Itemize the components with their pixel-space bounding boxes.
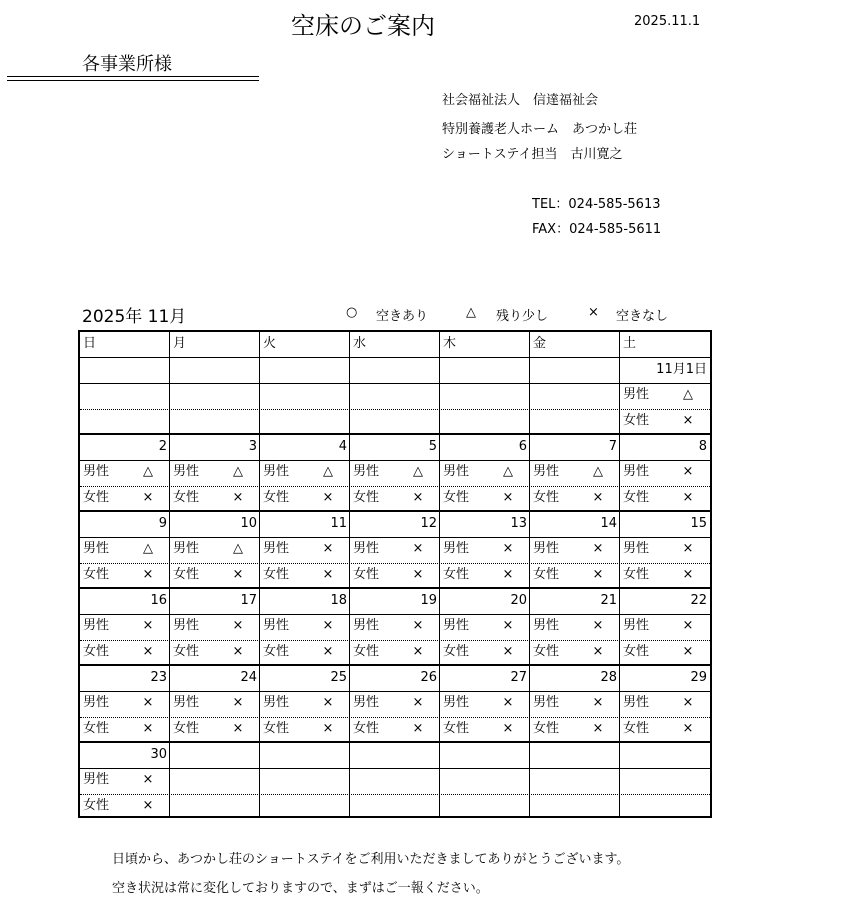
weekday-header: 日 (83, 336, 97, 351)
female-availability: × (592, 567, 604, 582)
day-number: 26 (420, 670, 437, 685)
day-number: 19 (420, 593, 437, 608)
legend-few-left-symbol: △ (466, 305, 476, 320)
day-number: 29 (690, 670, 707, 685)
female-label: 女性 (443, 644, 470, 659)
male-availability: × (412, 541, 424, 556)
female-label: 女性 (623, 413, 650, 428)
addressee-underline (7, 76, 259, 77)
male-label: 男性 (443, 464, 470, 479)
issue-date: 2025.11.1 (634, 14, 701, 29)
day-number: 27 (510, 670, 527, 685)
female-availability: × (412, 490, 424, 505)
female-availability: × (502, 567, 514, 582)
male-availability: △ (233, 541, 243, 556)
female-availability: × (682, 721, 694, 736)
male-label: 男性 (173, 464, 200, 479)
male-availability: × (412, 618, 424, 633)
header-divider (80, 357, 710, 358)
male-label: 男性 (623, 695, 650, 710)
female-availability: × (142, 721, 154, 736)
day-number: 5 (428, 439, 437, 454)
male-availability: △ (143, 464, 153, 479)
female-availability: × (232, 721, 244, 736)
female-availability: × (682, 644, 694, 659)
day-number: 11月1日 (656, 362, 707, 377)
female-label: 女性 (623, 490, 650, 505)
legend-full-label: 空きなし (616, 309, 669, 324)
male-label: 男性 (623, 464, 650, 479)
female-availability: × (412, 644, 424, 659)
female-label: 女性 (263, 644, 290, 659)
male-label: 男性 (263, 541, 290, 556)
availability-calendar (78, 330, 712, 818)
male-label: 男性 (173, 695, 200, 710)
day-number: 28 (600, 670, 617, 685)
addressee-underline-double (7, 80, 259, 81)
day-number: 18 (330, 593, 347, 608)
female-availability: × (142, 644, 154, 659)
female-availability: × (322, 567, 334, 582)
male-label: 男性 (173, 541, 200, 556)
female-label: 女性 (353, 567, 380, 582)
female-label: 女性 (623, 721, 650, 736)
male-label: 男性 (83, 695, 110, 710)
day-number: 12 (420, 516, 437, 531)
male-availability: △ (593, 464, 603, 479)
female-availability: × (232, 644, 244, 659)
male-label: 男性 (353, 695, 380, 710)
male-label: 男性 (263, 695, 290, 710)
day-number: 6 (518, 439, 527, 454)
legend-full-symbol: × (588, 305, 599, 320)
female-label: 女性 (263, 721, 290, 736)
day-number: 3 (248, 439, 257, 454)
female-availability: × (682, 490, 694, 505)
male-availability: × (322, 695, 334, 710)
page-title: 空床のご案内 (291, 12, 435, 40)
female-availability: × (412, 567, 424, 582)
male-label: 男性 (533, 695, 560, 710)
female-label: 女性 (533, 567, 560, 582)
male-label: 男性 (443, 695, 470, 710)
sender-org: 社会福祉法人 信達福祉会 (442, 93, 599, 108)
male-availability: × (142, 772, 154, 787)
weekday-header: 水 (353, 336, 367, 351)
female-label: 女性 (173, 721, 200, 736)
male-availability: × (592, 695, 604, 710)
weekday-header: 月 (173, 336, 187, 351)
female-label: 女性 (353, 721, 380, 736)
female-label: 女性 (533, 721, 560, 736)
day-number: 4 (338, 439, 347, 454)
male-availability: △ (683, 387, 693, 402)
male-availability: × (502, 618, 514, 633)
day-number: 20 (510, 593, 527, 608)
male-availability: × (412, 695, 424, 710)
day-number: 17 (240, 593, 257, 608)
female-availability: × (412, 721, 424, 736)
male-label: 男性 (623, 541, 650, 556)
day-number: 30 (150, 747, 167, 762)
male-label: 男性 (263, 618, 290, 633)
male-label: 男性 (623, 618, 650, 633)
male-availability: × (682, 541, 694, 556)
weekday-header: 金 (533, 336, 547, 351)
female-availability: × (592, 490, 604, 505)
male-label: 男性 (533, 464, 560, 479)
footer-notice: 空き状況は常に変化しておりますので、まずはご一報ください。 (112, 881, 489, 896)
male-label: 男性 (353, 464, 380, 479)
male-label: 男性 (353, 618, 380, 633)
male-availability: △ (413, 464, 423, 479)
male-label: 男性 (173, 618, 200, 633)
day-number: 21 (600, 593, 617, 608)
male-label: 男性 (83, 618, 110, 633)
female-availability: × (322, 490, 334, 505)
male-availability: △ (323, 464, 333, 479)
day-number: 13 (510, 516, 527, 531)
male-availability: × (142, 618, 154, 633)
male-label: 男性 (83, 772, 110, 787)
row-divider (80, 768, 710, 769)
male-availability: × (322, 618, 334, 633)
male-availability: × (682, 464, 694, 479)
female-availability: × (322, 644, 334, 659)
female-label: 女性 (263, 490, 290, 505)
day-number: 16 (150, 593, 167, 608)
female-availability: × (232, 567, 244, 582)
female-label: 女性 (83, 567, 110, 582)
male-availability: × (682, 618, 694, 633)
day-number: 2 (158, 439, 167, 454)
day-number: 8 (698, 439, 707, 454)
female-label: 女性 (443, 490, 470, 505)
day-number: 24 (240, 670, 257, 685)
legend-available-symbol: ○ (346, 305, 358, 320)
male-label: 男性 (623, 387, 650, 402)
female-label: 女性 (83, 490, 110, 505)
female-label: 女性 (353, 490, 380, 505)
day-number: 22 (690, 593, 707, 608)
weekday-header: 火 (263, 336, 277, 351)
male-label: 男性 (263, 464, 290, 479)
day-number: 14 (600, 516, 617, 531)
female-availability: × (142, 567, 154, 582)
calendar-year-month: 2025年 11月 (82, 307, 187, 327)
weekday-header: 土 (623, 336, 637, 351)
sender-staff: ショートステイ担当 古川寛之 (442, 147, 623, 162)
female-label: 女性 (533, 490, 560, 505)
male-label: 男性 (353, 541, 380, 556)
row-divider-dotted (80, 409, 710, 410)
male-availability: △ (143, 541, 153, 556)
male-availability: × (682, 695, 694, 710)
female-availability: × (502, 721, 514, 736)
contact-tel: TEL：024-585-5613 (532, 197, 661, 212)
female-availability: × (142, 490, 154, 505)
row-divider-dotted (80, 794, 710, 795)
male-availability: × (592, 541, 604, 556)
female-label: 女性 (83, 644, 110, 659)
day-number: 23 (150, 670, 167, 685)
contact-fax: FAX：024-585-5611 (532, 222, 662, 237)
female-label: 女性 (443, 721, 470, 736)
day-number: 7 (608, 439, 617, 454)
day-number: 11 (330, 516, 347, 531)
addressee: 各事業所様 (82, 54, 172, 75)
legend-few-left-label: 残り少し (496, 309, 549, 324)
female-label: 女性 (353, 644, 380, 659)
male-label: 男性 (443, 541, 470, 556)
female-label: 女性 (623, 644, 650, 659)
week-divider (80, 741, 710, 743)
female-label: 女性 (173, 567, 200, 582)
female-label: 女性 (173, 490, 200, 505)
female-label: 女性 (83, 798, 110, 813)
legend-available-label: 空きあり (376, 309, 429, 324)
male-label: 男性 (83, 541, 110, 556)
male-availability: × (322, 541, 334, 556)
male-availability: △ (233, 464, 243, 479)
day-number: 9 (158, 516, 167, 531)
female-availability: × (592, 644, 604, 659)
footer-thanks: 日頃から、あつかし荘のショートステイをご利用いただきましてありがとうございます。 (112, 852, 630, 867)
male-availability: × (592, 618, 604, 633)
male-label: 男性 (443, 618, 470, 633)
female-label: 女性 (443, 567, 470, 582)
female-availability: × (142, 798, 154, 813)
male-label: 男性 (83, 464, 110, 479)
female-label: 女性 (83, 721, 110, 736)
male-availability: × (142, 695, 154, 710)
female-availability: × (682, 413, 694, 428)
female-availability: × (502, 490, 514, 505)
female-availability: × (232, 490, 244, 505)
female-label: 女性 (173, 644, 200, 659)
female-label: 女性 (263, 567, 290, 582)
day-number: 15 (690, 516, 707, 531)
male-availability: × (502, 695, 514, 710)
weekday-header: 木 (443, 336, 457, 351)
male-availability: △ (503, 464, 513, 479)
male-availability: × (502, 541, 514, 556)
sender-facility: 特別養護老人ホーム あつかし荘 (442, 122, 638, 137)
female-availability: × (682, 567, 694, 582)
female-availability: × (592, 721, 604, 736)
day-number: 25 (330, 670, 347, 685)
female-label: 女性 (533, 644, 560, 659)
day-number: 10 (240, 516, 257, 531)
male-availability: × (232, 695, 244, 710)
male-label: 男性 (533, 618, 560, 633)
row-divider (80, 383, 710, 384)
male-availability: × (232, 618, 244, 633)
female-label: 女性 (623, 567, 650, 582)
male-label: 男性 (533, 541, 560, 556)
female-availability: × (502, 644, 514, 659)
female-availability: × (322, 721, 334, 736)
